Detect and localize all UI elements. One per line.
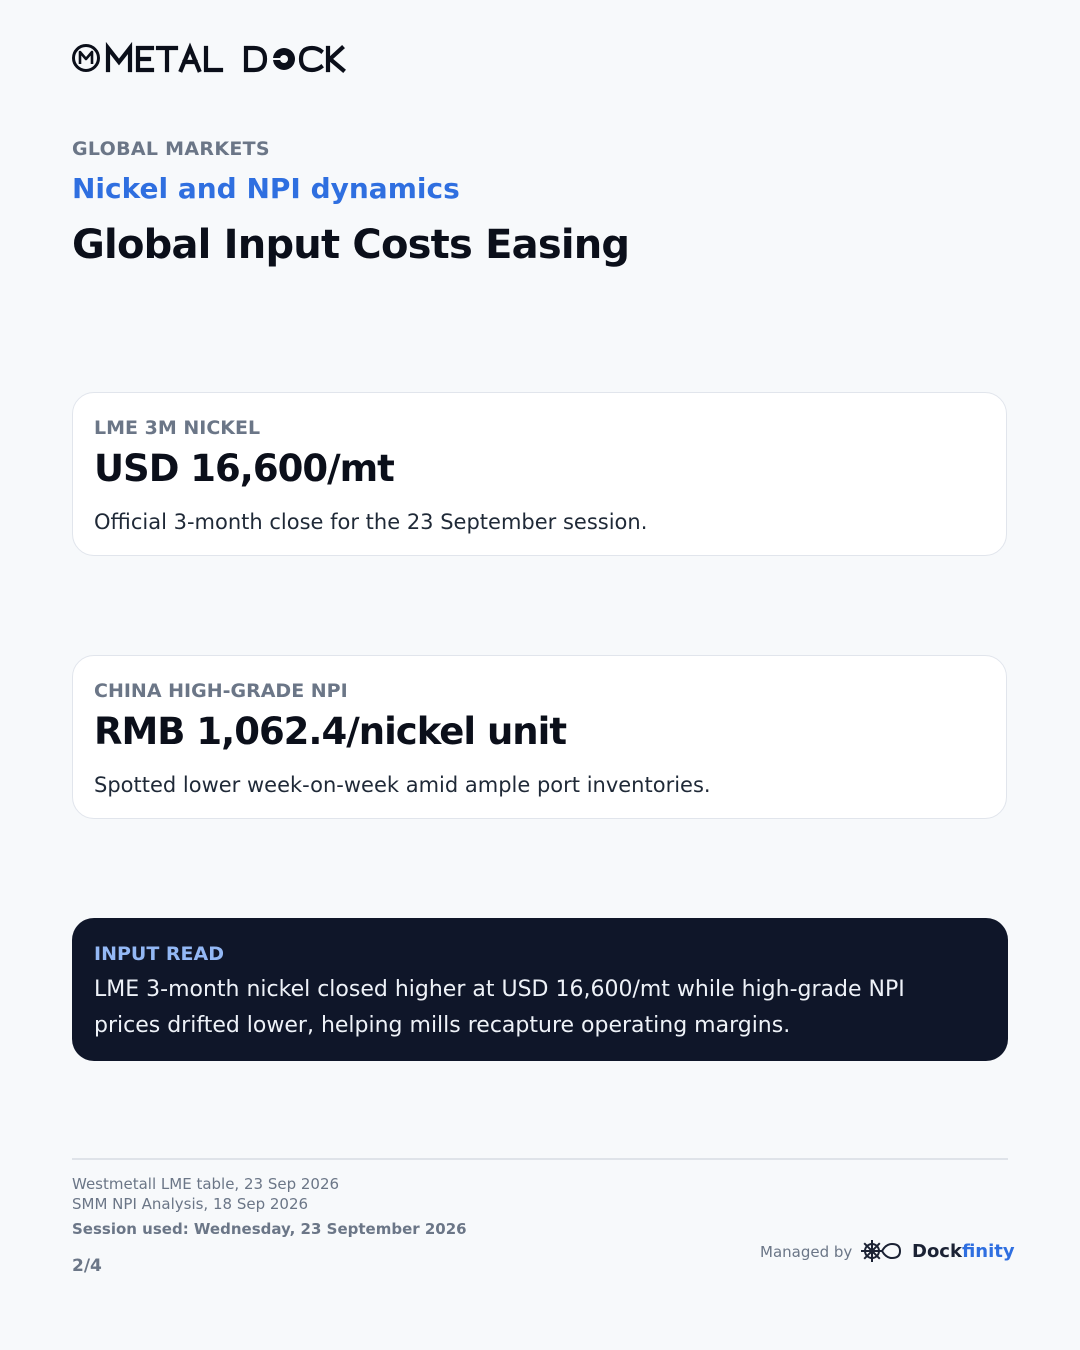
footer-divider	[72, 1158, 1008, 1160]
input-read-body: LME 3-month nickel closed higher at USD 16,600/mt while high-grade NPI prices drifted lower, helping mills recapture operating margins.	[94, 977, 905, 1038]
input-read-label: INPUT READ	[94, 943, 224, 965]
managed-by-label: Managed by	[760, 1243, 853, 1261]
card-description: Spotted lower week-on-week amid ample port inventories.	[94, 773, 711, 797]
card-value: RMB 1,062.4/nickel unit	[94, 710, 567, 753]
card-description: Official 3-month close for the 23 September session.	[94, 510, 648, 534]
page-indicator: 2/4	[72, 1256, 102, 1276]
lme-nickel-card	[72, 392, 1007, 556]
metal-dock-logo-icon	[72, 40, 354, 76]
partner-name: Dockfinity	[912, 1240, 1015, 1262]
card-value: USD 16,600/mt	[94, 447, 394, 490]
card-label: CHINA HIGH-GRADE NPI	[94, 680, 348, 702]
brand-logo	[72, 40, 354, 76]
page-subtitle: Nickel and NPI dynamics	[72, 172, 460, 205]
page-title: Global Input Costs Easing	[72, 222, 630, 268]
helm-wheel-icon	[860, 1238, 904, 1264]
source-line: SMM NPI Analysis, 18 Sep 2026	[72, 1195, 309, 1213]
card-label: LME 3M NICKEL	[94, 417, 261, 439]
session-note: Session used: Wednesday, 23 September 2026	[72, 1220, 467, 1238]
partner-logo	[860, 1236, 1015, 1266]
input-read-panel	[72, 918, 1008, 1061]
npi-price-card	[72, 655, 1007, 819]
source-line: Westmetall LME table, 23 Sep 2026	[72, 1175, 340, 1193]
section-eyebrow: GLOBAL MARKETS	[72, 138, 270, 160]
